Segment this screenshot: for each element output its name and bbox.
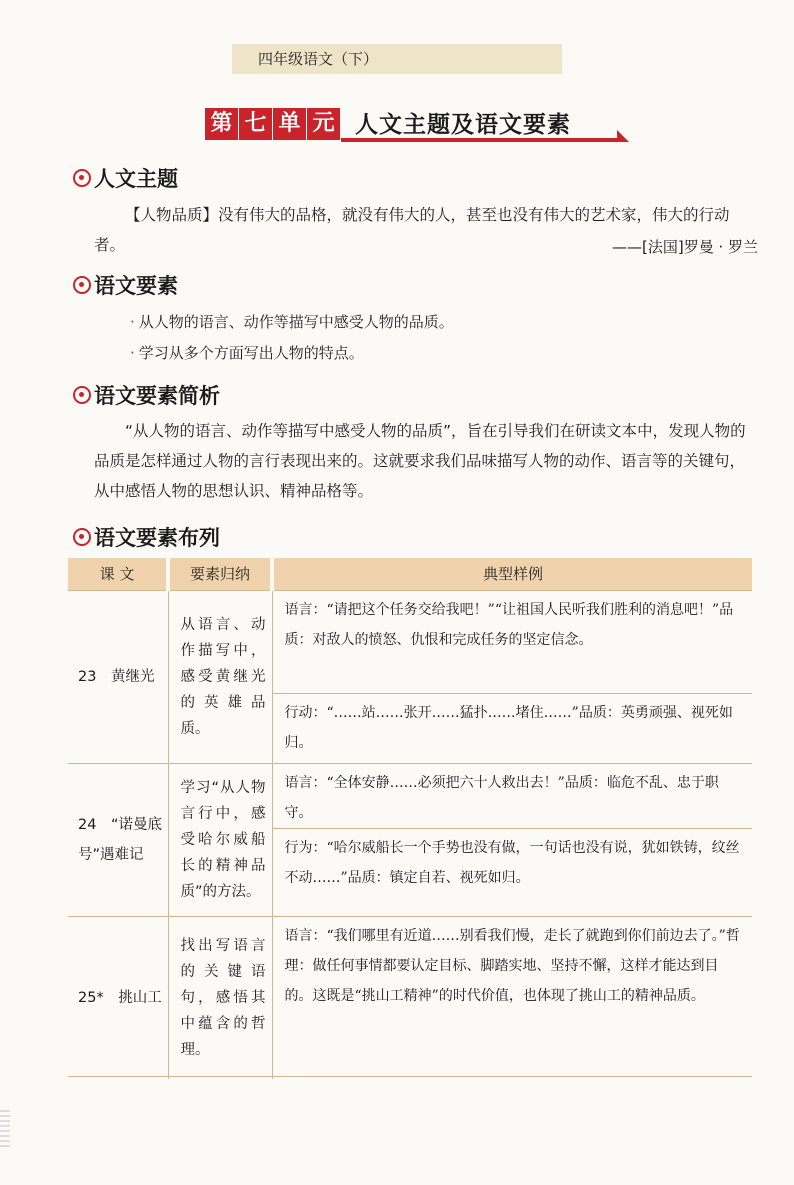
summary-cell: 从语言、动作描写中，感受黄继光的英雄品质。 xyxy=(168,590,272,763)
lesson-cell: 25* 挑山工 xyxy=(68,916,168,1079)
example-block: 语言：“请把这个任务交给我吧！”“让祖国人民听我们胜利的消息吧！”品质：对敌人的愤怒、仇恨和完成任务的坚定信念。 xyxy=(284,601,734,648)
examples-cell xyxy=(272,590,752,763)
section-title: 人文主题 xyxy=(94,167,178,191)
column-header: 课 文 xyxy=(68,558,168,590)
list-item xyxy=(130,311,454,332)
location-pin-icon xyxy=(73,276,91,294)
bullet-dot-icon: · xyxy=(130,344,135,362)
section-heading-elements xyxy=(73,270,178,300)
example-block: 语言：“全体安静……必须把六十人救出去！”品质：临危不乱、忠于职守。 xyxy=(284,774,719,821)
section-title: 语文要素布列 xyxy=(94,526,220,550)
location-pin-icon xyxy=(73,386,91,404)
summary-cell: 学习“从人物言行中，感受哈尔威船长的精神品质”的方法。 xyxy=(168,763,272,916)
table-bottom-rule xyxy=(68,1076,752,1077)
table-row xyxy=(68,590,752,763)
list-item xyxy=(130,342,364,363)
examples-cell xyxy=(272,763,752,916)
table-row xyxy=(68,916,752,1079)
unit-number-box xyxy=(205,108,341,140)
example-block: 行动：“……站……张开……猛扑……堵住……”品质：英勇顽强、视死如归。 xyxy=(273,693,753,763)
location-pin-icon xyxy=(73,528,91,546)
section-heading-analysis xyxy=(73,380,220,410)
bullet-text: 从人物的语言、动作等描写中感受人物的品质。 xyxy=(138,313,454,331)
elements-table xyxy=(68,558,752,1079)
lesson-cell: 24 “诺曼底号”遇难记 xyxy=(68,763,168,916)
lesson-cell: 23 黄继光 xyxy=(68,590,168,763)
unit-title xyxy=(205,104,625,144)
examples-cell xyxy=(272,916,752,1079)
analysis-paragraph: “从人物的语言、动作等描写中感受人物的品质”，旨在引导我们在研读文本中，发现人物的品质是怎样通过人物的言行表现出来的。这就要求我们品味描写人物的动作、语言等的关键句，从中感悟人物的思想认识、精神品格等。 xyxy=(94,422,746,500)
section-title: 语文要素简析 xyxy=(94,384,220,408)
humanistic-quote: 【人物品质】没有伟大的品格，就没有伟大的人，甚至也没有伟大的艺术家，伟大的行动者。 xyxy=(94,206,730,254)
page-edge-marks xyxy=(0,1110,10,1150)
section-heading-layout xyxy=(73,522,220,552)
example-block: 行为：“哈尔威船长一个手势也没有做，一句话也没有说，犹如铁铸，纹丝不动……”品质：镇定自若、视死如归。 xyxy=(273,828,753,916)
running-header xyxy=(232,44,562,74)
quote-attribution: ——[法国]罗曼 · 罗兰 xyxy=(611,238,758,256)
unit-char: 元 xyxy=(307,108,341,140)
table-row xyxy=(68,763,752,916)
location-pin-icon xyxy=(73,169,91,187)
table-header-row xyxy=(68,558,752,590)
grade-label: 四年级语文（下） xyxy=(258,50,379,68)
column-header: 要素归纳 xyxy=(168,558,272,590)
bullet-dot-icon: · xyxy=(130,313,135,331)
summary-cell: 找出写语言的关键语句，感悟其中蕴含的哲理。 xyxy=(168,916,272,1079)
unit-char: 第 xyxy=(205,108,239,140)
column-header: 典型样例 xyxy=(272,558,752,590)
unit-topic: 人文主题及语文要素 xyxy=(355,111,571,138)
section-title: 语文要素 xyxy=(94,274,178,298)
section-heading-humanistic xyxy=(73,163,178,193)
unit-char: 单 xyxy=(273,108,307,140)
title-underline xyxy=(341,138,621,142)
example-block: 语言：“我们哪里有近道……别看我们慢，走长了就跑到你们前边去了。”哲理：做任何事情都要认定目标、脚踏实地、坚持不懈，这样才能达到目的。这既是“挑山工精神”的时代价值，也体现了挑山工的精神品质。 xyxy=(284,927,740,1004)
bullet-text: 学习从多个方面写出人物的特点。 xyxy=(138,344,364,362)
unit-char: 七 xyxy=(239,108,273,140)
